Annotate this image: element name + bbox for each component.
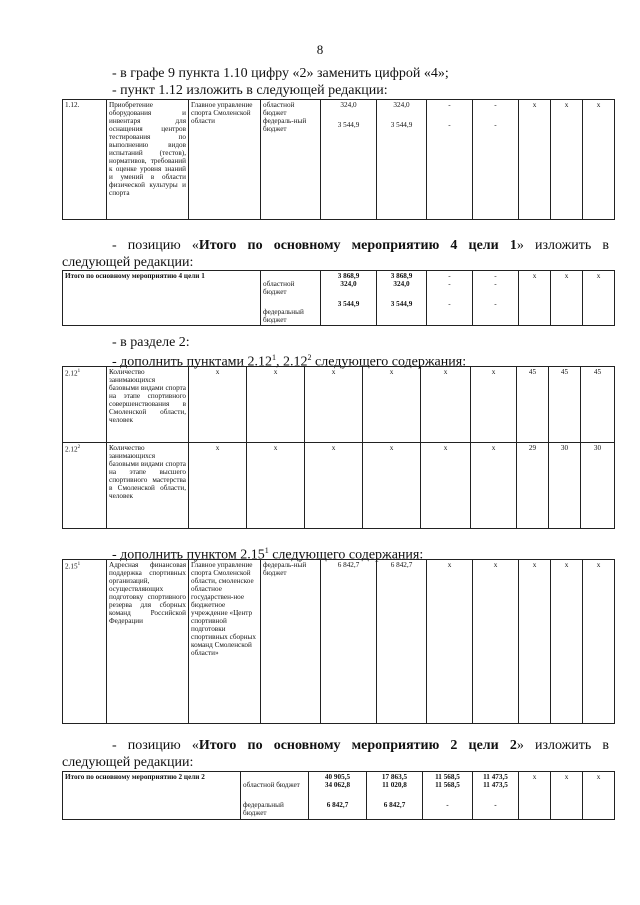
amount-year-2: х — [427, 560, 473, 724]
table-item-1-12 — [62, 99, 615, 220]
amount-year-1: 3 868,9 324,0 3 544,9 — [377, 271, 427, 326]
amount-total: 40 905,5 34 062,8 6 842,7 — [309, 772, 367, 820]
cell-x: х — [189, 367, 247, 443]
table-items-2-12 — [62, 366, 615, 529]
indicator-3: х — [583, 271, 615, 326]
indicator-2: х — [551, 100, 583, 220]
instruction-7-continued: следующей редакции: — [62, 755, 194, 770]
amount-total: 3 868,9 324,0 3 544,9 — [321, 271, 377, 326]
indicator-2: х — [551, 271, 583, 326]
indicator-3: х — [583, 100, 615, 220]
cell-x: х — [305, 443, 363, 529]
instruction-6: - дополнить пунктом 2.15$^1$ следующего содержания: — [112, 546, 424, 563]
item-executor: Главное управление спорта Смоленской области, смоленское областное государствен-ное бюджетное учреждение «Центр спортивной подготовки спортивных сборных команд Смоленской области» — [189, 560, 261, 724]
indicator-1: х — [519, 271, 551, 326]
cell-x: х — [363, 367, 421, 443]
amount-year-3: х — [473, 560, 519, 724]
item-name: Количество занимающихся базовыми видами спорта на этапе высшего спортивного мастерства в Смоленской области, человек — [107, 443, 189, 529]
item-number: 2.15$^1$ — [63, 560, 107, 724]
item-name: Приобретение оборудования и инвентаря для оснащения центров тестирования по выполнению видов испытаний (тестов), нормативов, требований к оценке уровня знаний и умений в области физической культуры и спорта — [107, 100, 189, 220]
amount-total: 6 842,7 — [321, 560, 377, 724]
indicator-3: х — [583, 772, 615, 820]
indicator-1: 45 — [517, 367, 549, 443]
funding-sources: областной бюджет федеральный бюджет — [261, 271, 321, 326]
cell-x: х — [305, 367, 363, 443]
amount-year-1: 324,0 3 544,9 — [377, 100, 427, 220]
amount-year-3: - - — [473, 100, 519, 220]
amount-year-1: 6 842,7 — [377, 560, 427, 724]
indicator-1: 29 — [517, 443, 549, 529]
page-number: 8 — [316, 42, 324, 57]
total-label: Итого по основному мероприятию 4 цели 1 — [63, 271, 261, 326]
instruction-3: - позицию «Итого по основному мероприятию 4 цели 1» изложить в — [112, 238, 609, 253]
funding-sources: областной бюджет федераль-ный бюджет — [261, 100, 321, 220]
table-item-2-15 — [62, 559, 615, 724]
instruction-5: - дополнить пунктами 2.12$^1$, 2.12$^2$ следующего содержания: — [112, 353, 467, 370]
table-total-activity-2-goal-2 — [62, 771, 615, 820]
indicator-3: 45 — [581, 367, 615, 443]
instruction-3-continued: следующей редакции: — [62, 255, 194, 270]
amount-year-1: 17 863,5 11 020,8 6 842,7 — [367, 772, 423, 820]
item-number: 1.12. — [63, 100, 107, 220]
total-label: Итого по основному мероприятию 2 цели 2 — [63, 772, 241, 820]
indicator-1: х — [519, 100, 551, 220]
cell-x: х — [471, 443, 517, 529]
cell-x: х — [471, 367, 517, 443]
cell-x: х — [421, 367, 471, 443]
item-number: 2.12$^2$ — [63, 443, 107, 529]
indicator-1: х — [519, 560, 551, 724]
amount-year-2: - - — [427, 100, 473, 220]
cell-x: х — [421, 443, 471, 529]
indicator-2: 45 — [549, 367, 581, 443]
indicator-3: х — [583, 560, 615, 724]
item-number: 2.12$^1$ — [63, 367, 107, 443]
instruction-7: - позицию «Итого по основному мероприятию 2 цели 2» изложить в — [112, 738, 609, 753]
funding-source: федераль-ный бюджет — [261, 560, 321, 724]
instruction-4: - в разделе 2: — [112, 335, 190, 350]
instruction-2: - пункт 1.12 изложить в следующей редакции: — [112, 83, 388, 98]
indicator-2: х — [551, 772, 583, 820]
amount-total: 324,0 3 544,9 — [321, 100, 377, 220]
instruction-1: - в графе 9 пункта 1.10 цифру «2» заменить цифрой «4»; — [112, 66, 449, 81]
table-row — [63, 443, 615, 529]
amount-year-3: 11 473,5 11 473,5 - — [473, 772, 519, 820]
table-row — [63, 367, 615, 443]
item-name: Адресная финансовая поддержка спортивных организаций, осуществляющих подготовку спортивного резерва для сборных команд Российской Федерации — [107, 560, 189, 724]
amount-year-3: - - - — [473, 271, 519, 326]
item-name: Количество занимающихся базовыми видами спорта на этапе спортивного совершенствования в Смоленской области, человек — [107, 367, 189, 443]
indicator-1: х — [519, 772, 551, 820]
indicator-3: 30 — [581, 443, 615, 529]
indicator-2: 30 — [549, 443, 581, 529]
cell-x: х — [247, 443, 305, 529]
table-total-activity-4-goal-1 — [62, 270, 615, 326]
amount-year-2: 11 568,5 11 568,5 - — [423, 772, 473, 820]
cell-x: х — [247, 367, 305, 443]
cell-x: х — [363, 443, 421, 529]
amount-year-2: - - - — [427, 271, 473, 326]
funding-sources: областной бюджет федеральный бюджет — [241, 772, 309, 820]
indicator-2: х — [551, 560, 583, 724]
item-executor: Главное управление спорта Смоленской области — [189, 100, 261, 220]
cell-x: х — [189, 443, 247, 529]
